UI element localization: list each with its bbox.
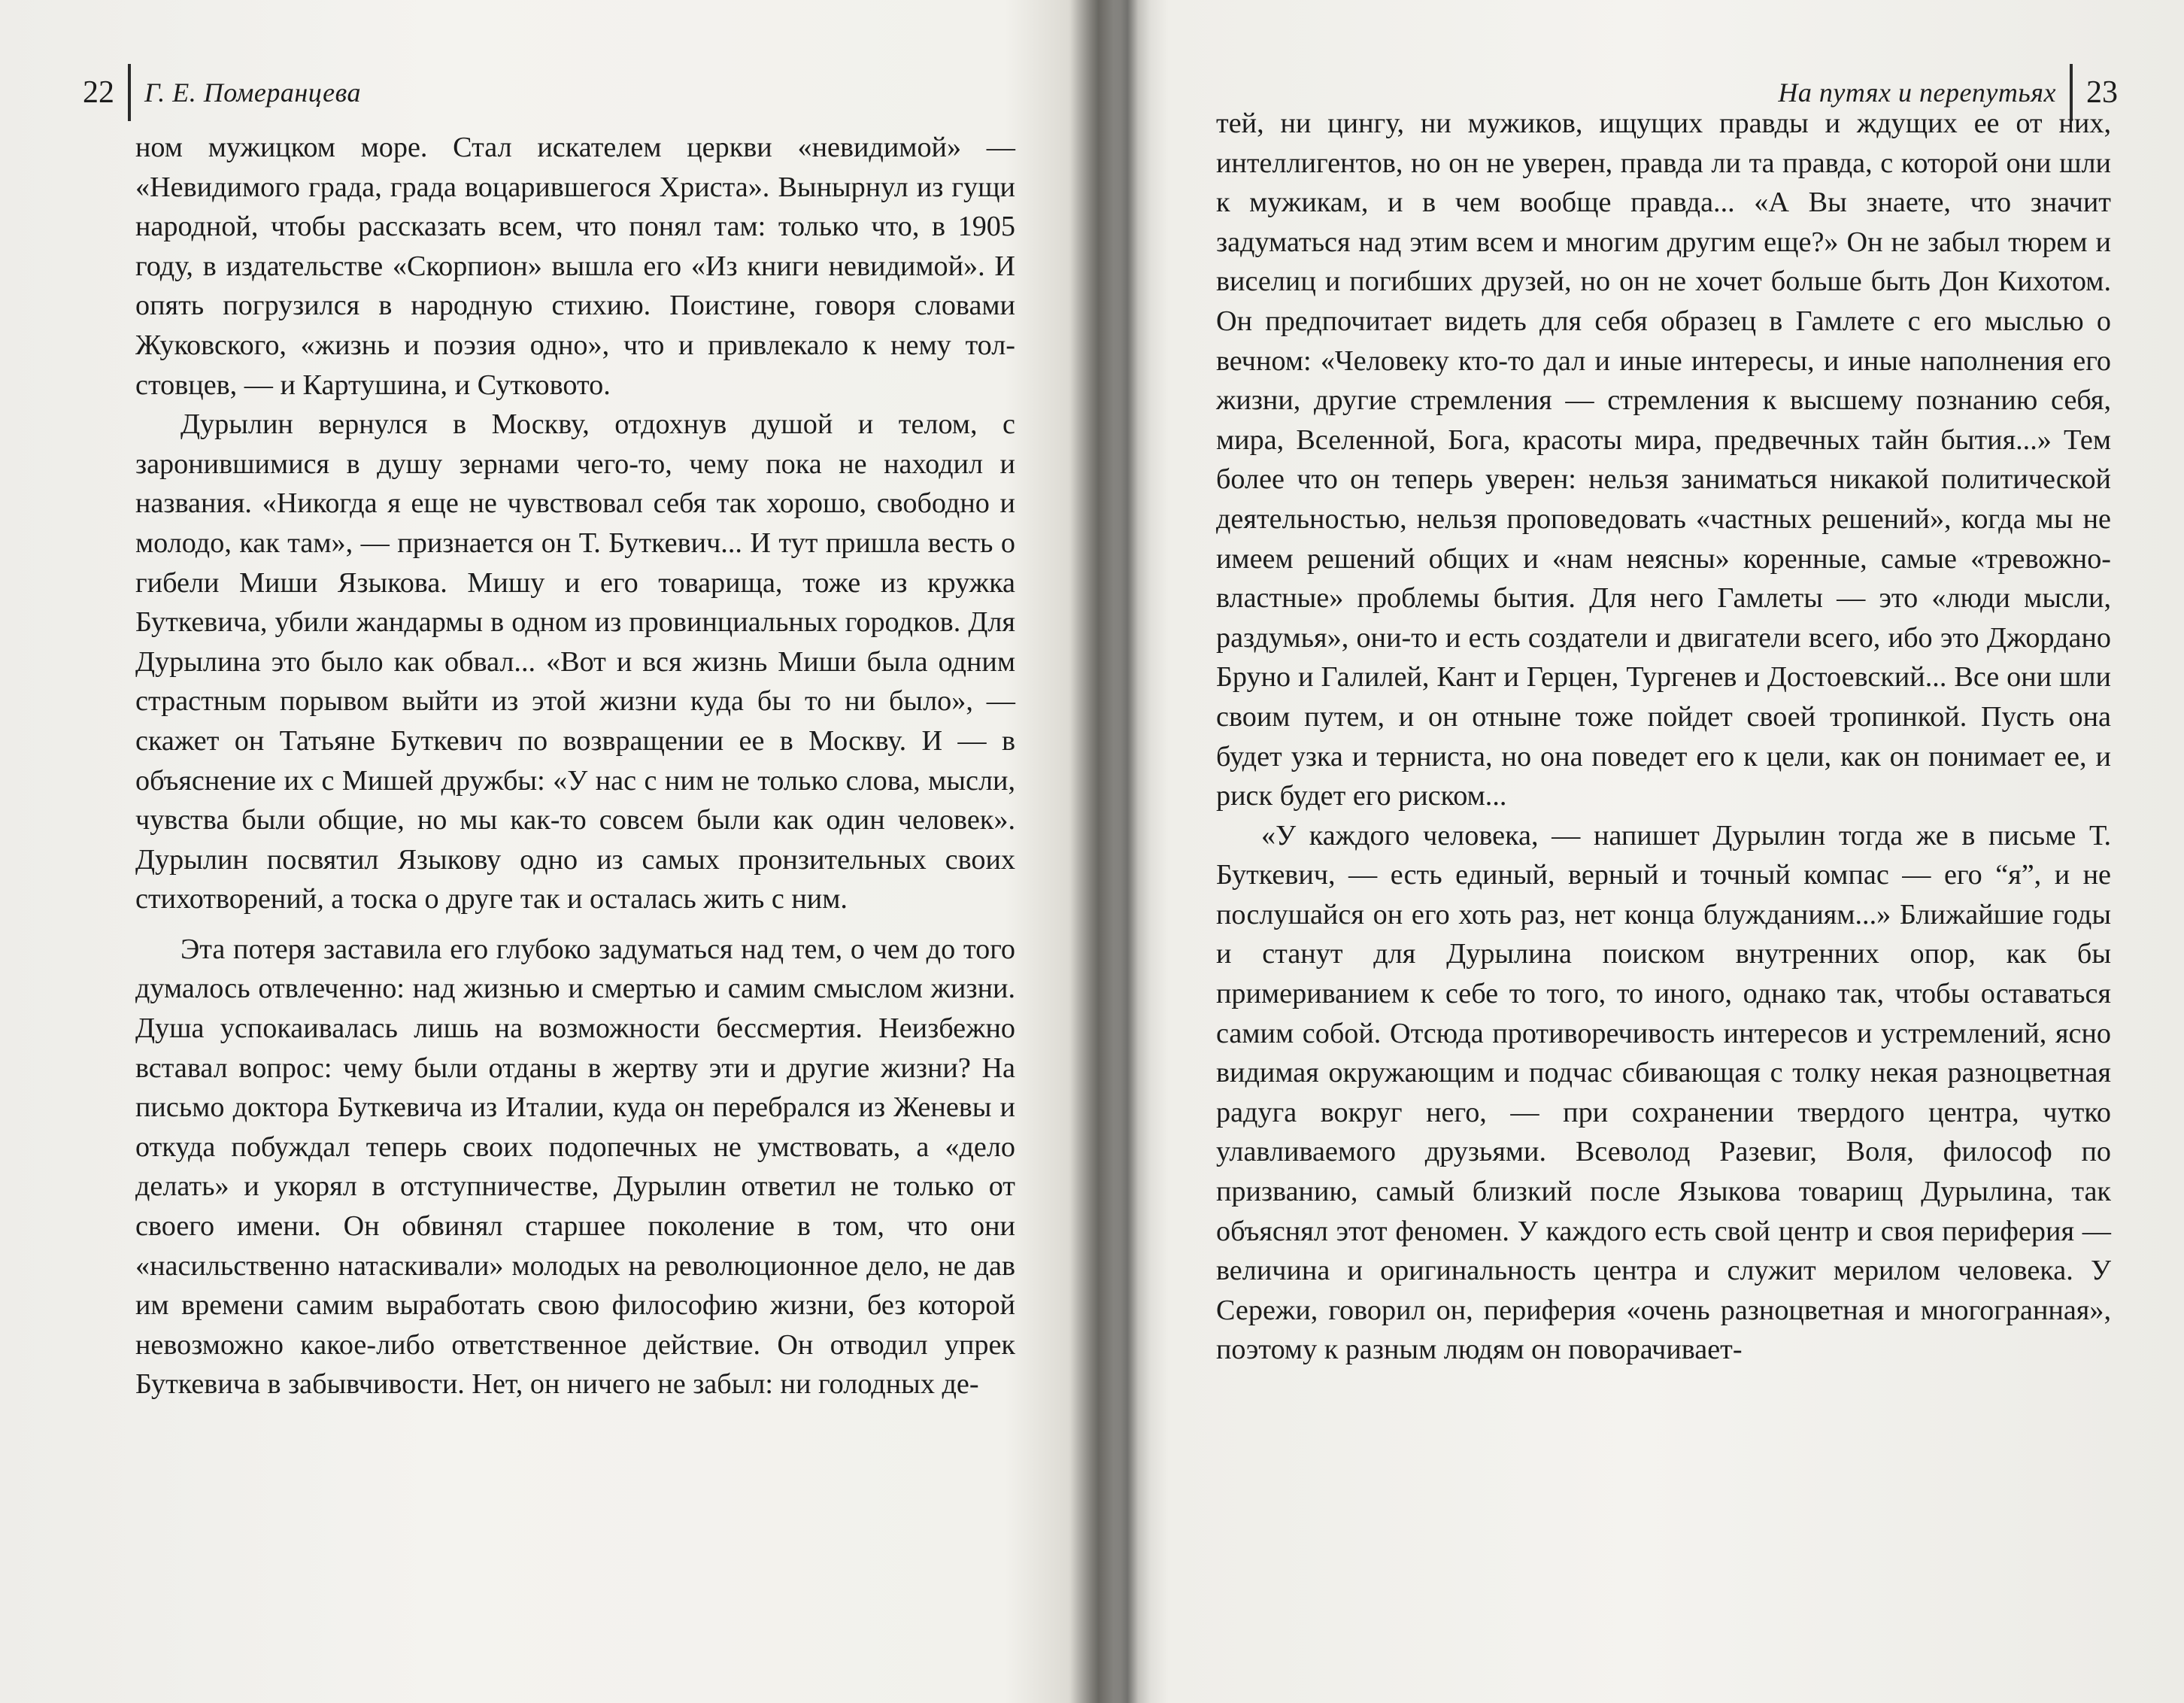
left-text-column	[135, 128, 1015, 1404]
paragraph: «У каждого человека, — напишет Дурылин тогда же в письме Т. Буткевич, — есть единый, верный и точный компас — его “я”, и не послушайся он его хоть раз, нет конца блужданиям...» Ближайшие годы и станут для Дурылина поиском внутренних опор, как бы примериванием к себе то того, то иного, однако так, чтобы оставаться самим собой. Отсюда противоречивость интересов и устремлений, ясно видимая окружающим и подчас сбивающая с толку некая разноцветная радуга вокруг него, — при сохранении твердого центра, чутко улавливаемого друзьями. Всеволод Разевиг, Воля, философ по призванию, самый близкий после Языкова товарищ Дурылина, так объяснял этот феномен. У каждого есть свой центр и своя периферия — величина и оригинальность центра и служит мерилом человека. У Сережи, говорил он, периферия «очень разноцветная и многогранная», поэтому к разным людям он поворачивает-	[1216, 819, 2111, 1366]
left-running-head	[83, 62, 361, 123]
paragraph: Дурылин вернулся в Москву, отдохнув душой и телом, с заронившимися в душу зернами чего-то, чему пока не находил и названия. «Никогда я еще не чувствовал себя так хорошо, свободно и молодо, как там», — признается он Т. Буткевич... И тут пришла весть о гибели Миши Языкова. Мишу и его товарища, тоже из кружка Буткевича, убили жандармы в одном из провинциальных городков. Для Дурылина это было как обвал... «Вот и вся жизнь Миши была одним страстным порывом выйти из этой жизни куда бы то ни было», — скажет он Татьяне Буткевич по возвращении ее в Москву. И — в объяснение их с Мишей дружбы: «У нас с ним не только слова, мысли, чувства были общие, но мы как-то совсем были как один человек». Дурылин посвятил Языкову одно из самых пронзительных своих стихотворений, а тоска о друге так и осталась жить с ним.	[135, 408, 1015, 915]
paragraph: тей, ни цингу, ни мужиков, ищущих правды и ждущих ее от них, интеллигентов, но он не уверен, правда ли та правда, с которой они шли к мужикам, и в чем вообще правда... «А Вы знаете, что значит задуматься над этим всем и многим другим еще?» Он не забыл тюрем и виселиц и погибших друзей, но он не хочет больше быть Дон Кихотом. Он предпочитает видеть для себя образец в Гамлете с его мыслью о вечном: «Человеку кто-то дал и иные интересы, и иные наполнения его жизни, другие стремления — стремления к высшему познанию себя, мира, Вселенной, Бога, красоты мира, предвечных тайн бытия...» Тем более что он теперь уверен: нельзя заниматься никакой политической деятельностью, нельзя проповедовать «частных решений», когда мы не имеем решений общих и «нам неясны» коренные, самые «тревожно-властные» проблемы бытия. Для него Гамлеты — это «люди мысли, раздумья», они-то и есть создатели и двигатели всего, ибо это Джордано Бруно и Галилей, Кант и Герцен, Тургенев и Достоевский... Все они шли своим путем, и он отныне тоже пойдет своей тропинкой. Пусть она будет узка и терниста, но она поведет его к цели, как он понимает ее, и риск будет его риском...	[1216, 108, 2111, 812]
right-page	[1092, 0, 2184, 1703]
running-head-divider	[128, 64, 131, 121]
running-head-chapter: На путях и перепутьях	[1778, 77, 2056, 108]
paragraph: ном мужицком море. Стал искателем церкви «невидимой» — «Невидимого града, града воцарившегося Христа». Вынырнул из гущи народной, чтобы рассказать всем, что понял там: только что, в 1905 году, в издательстве «Скорпион» вышла его «Из книги невидимой». И опять погрузился в народную стихию. Поистине, говоря словами Жуковского, «жизнь и поэзия одно», что и привлекало к нему толстовцев, — и Картушина, и Сутковото.	[135, 132, 1015, 401]
right-text-column	[1216, 104, 2111, 1370]
paragraph: Эта потеря заставила его глубоко задуматься над тем, о чем до того думалось отвлеченно: над жизнью и смертью и самим смыслом жизни. Душа успокаивалась лишь на возможности бессмертия. Неизбежно вставал вопрос: чему были отданы в жертву эти и другие жизни? На письмо доктора Буткевича из Италии, куда он перебрался из Женевы и откуда побуждал теперь своих подопечных не умствовать, а «дело делать» и укорял в отступничестве, Дурылин ответил не только от своего имени. Он обвинял старшее поколение в том, что они «насильственно натаскивали» молодых на революционное дело, не дав им времени самим выработать свою философию жизни, без которой невозможно какое-либо ответственное действие. Он отводил упрек Буткевича в забывчивости. Нет, он ничего не забыл: ни голодных де-	[135, 933, 1015, 1401]
page-number: 22	[83, 75, 114, 110]
page-number: 23	[2086, 75, 2118, 110]
running-head-author: Г. Е. Померанцева	[144, 77, 361, 108]
